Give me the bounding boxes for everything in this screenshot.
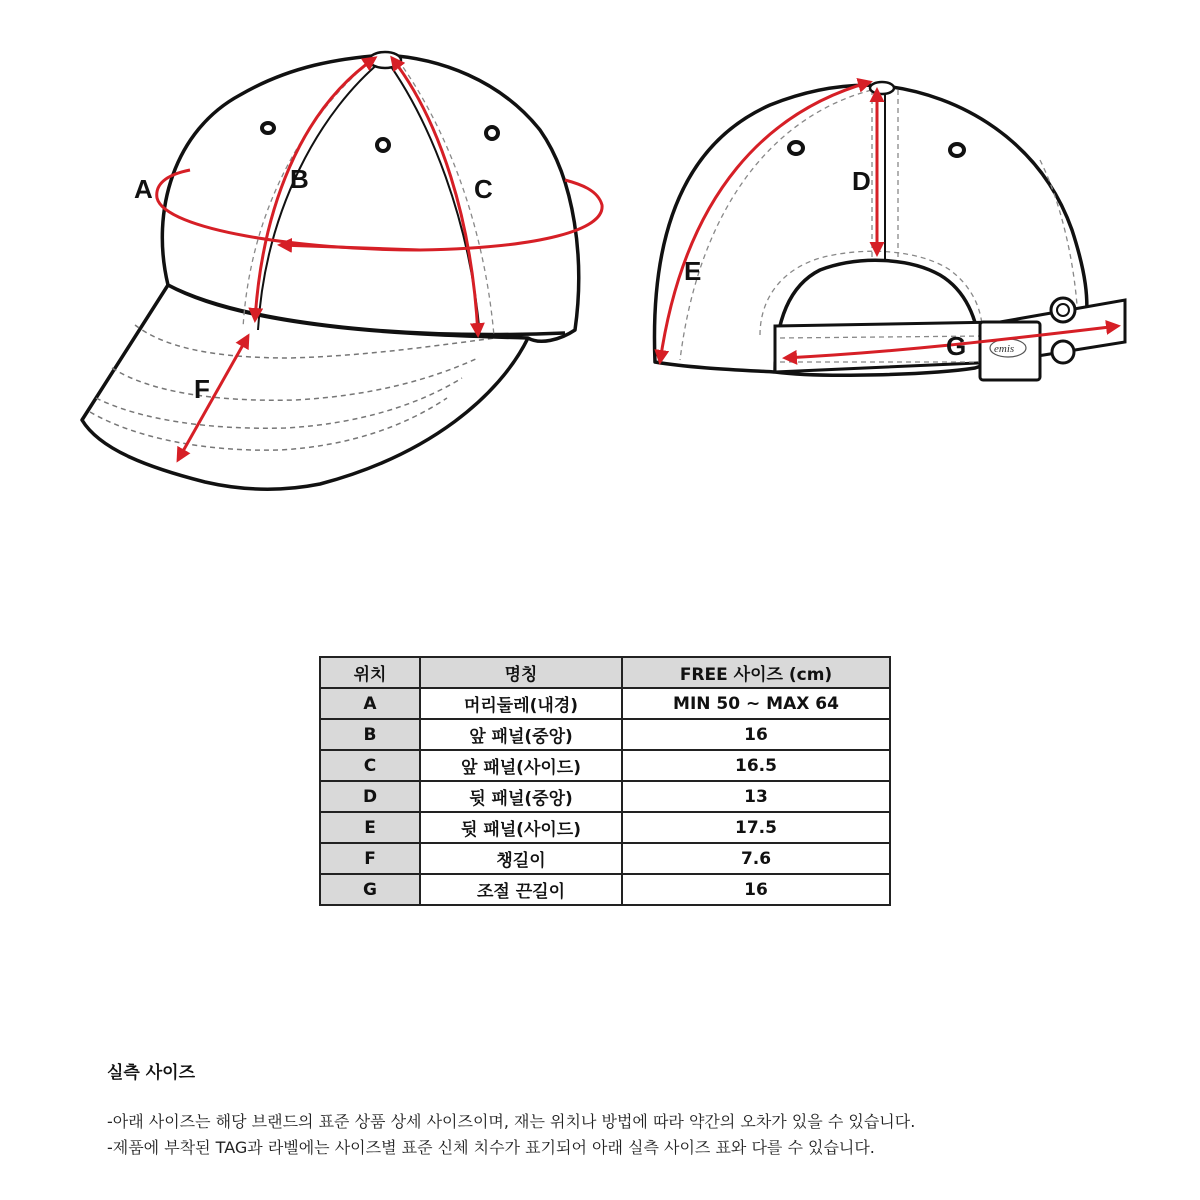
header-position: 위치 [320, 657, 420, 688]
table-row [320, 750, 890, 781]
notes-title: 실측 사이즈 [107, 1063, 196, 1083]
table-row [320, 781, 890, 812]
row-position: C [320, 750, 420, 781]
row-name: 뒷 패널(중앙) [420, 781, 622, 812]
label-E: E [684, 256, 702, 286]
label-C: C [474, 174, 493, 204]
table-row [320, 812, 890, 843]
cap-measurement-diagram [0, 0, 1200, 560]
row-name: 앞 패널(사이드) [420, 750, 622, 781]
row-position: E [320, 812, 420, 843]
table-header-row [320, 657, 890, 688]
strap-logo: emis [994, 343, 1015, 355]
table-row [320, 719, 890, 750]
header-name: 명칭 [420, 657, 622, 688]
row-value: 16 [622, 874, 890, 905]
table-row [320, 874, 890, 905]
row-value: 7.6 [622, 843, 890, 874]
back-cap-drawing [654, 82, 1125, 380]
cap-crown [162, 55, 578, 341]
row-position: G [320, 874, 420, 905]
row-position: B [320, 719, 420, 750]
front-cap-drawing [82, 52, 579, 489]
label-F: F [194, 374, 210, 404]
label-G: G [946, 331, 967, 361]
note-line: -아래 사이즈는 해당 브랜드의 표준 상품 상세 사이즈이며, 재는 위치나 방법에 따라 약간의 오차가 있을 수 있습니다. [107, 1112, 916, 1131]
row-name: 뒷 패널(사이드) [420, 812, 622, 843]
table-row [320, 843, 890, 874]
table-row [320, 688, 890, 719]
note-line: -제품에 부착된 TAG과 라벨에는 사이즈별 표준 신체 치수가 표기되어 아래 실측 사이즈 표와 다를 수 있습니다. [107, 1138, 875, 1157]
row-name: 앞 패널(중앙) [420, 719, 622, 750]
measurement-notes [107, 1058, 1167, 1161]
row-position: A [320, 688, 420, 719]
row-value: 16.5 [622, 750, 890, 781]
row-name: 조절 끈길이 [420, 874, 622, 905]
row-name: 챙길이 [420, 843, 622, 874]
row-value: 17.5 [622, 812, 890, 843]
row-position: D [320, 781, 420, 812]
header-free-size: FREE 사이즈 (cm) [622, 657, 890, 688]
row-value: 16 [622, 719, 890, 750]
row-value: MIN 50 ~ MAX 64 [622, 688, 890, 719]
label-A: A [134, 174, 153, 204]
row-name: 머리둘레(내경) [420, 688, 622, 719]
row-value: 13 [622, 781, 890, 812]
row-position: F [320, 843, 420, 874]
label-D: D [852, 166, 871, 196]
size-table [319, 656, 891, 906]
label-B: B [290, 164, 309, 194]
